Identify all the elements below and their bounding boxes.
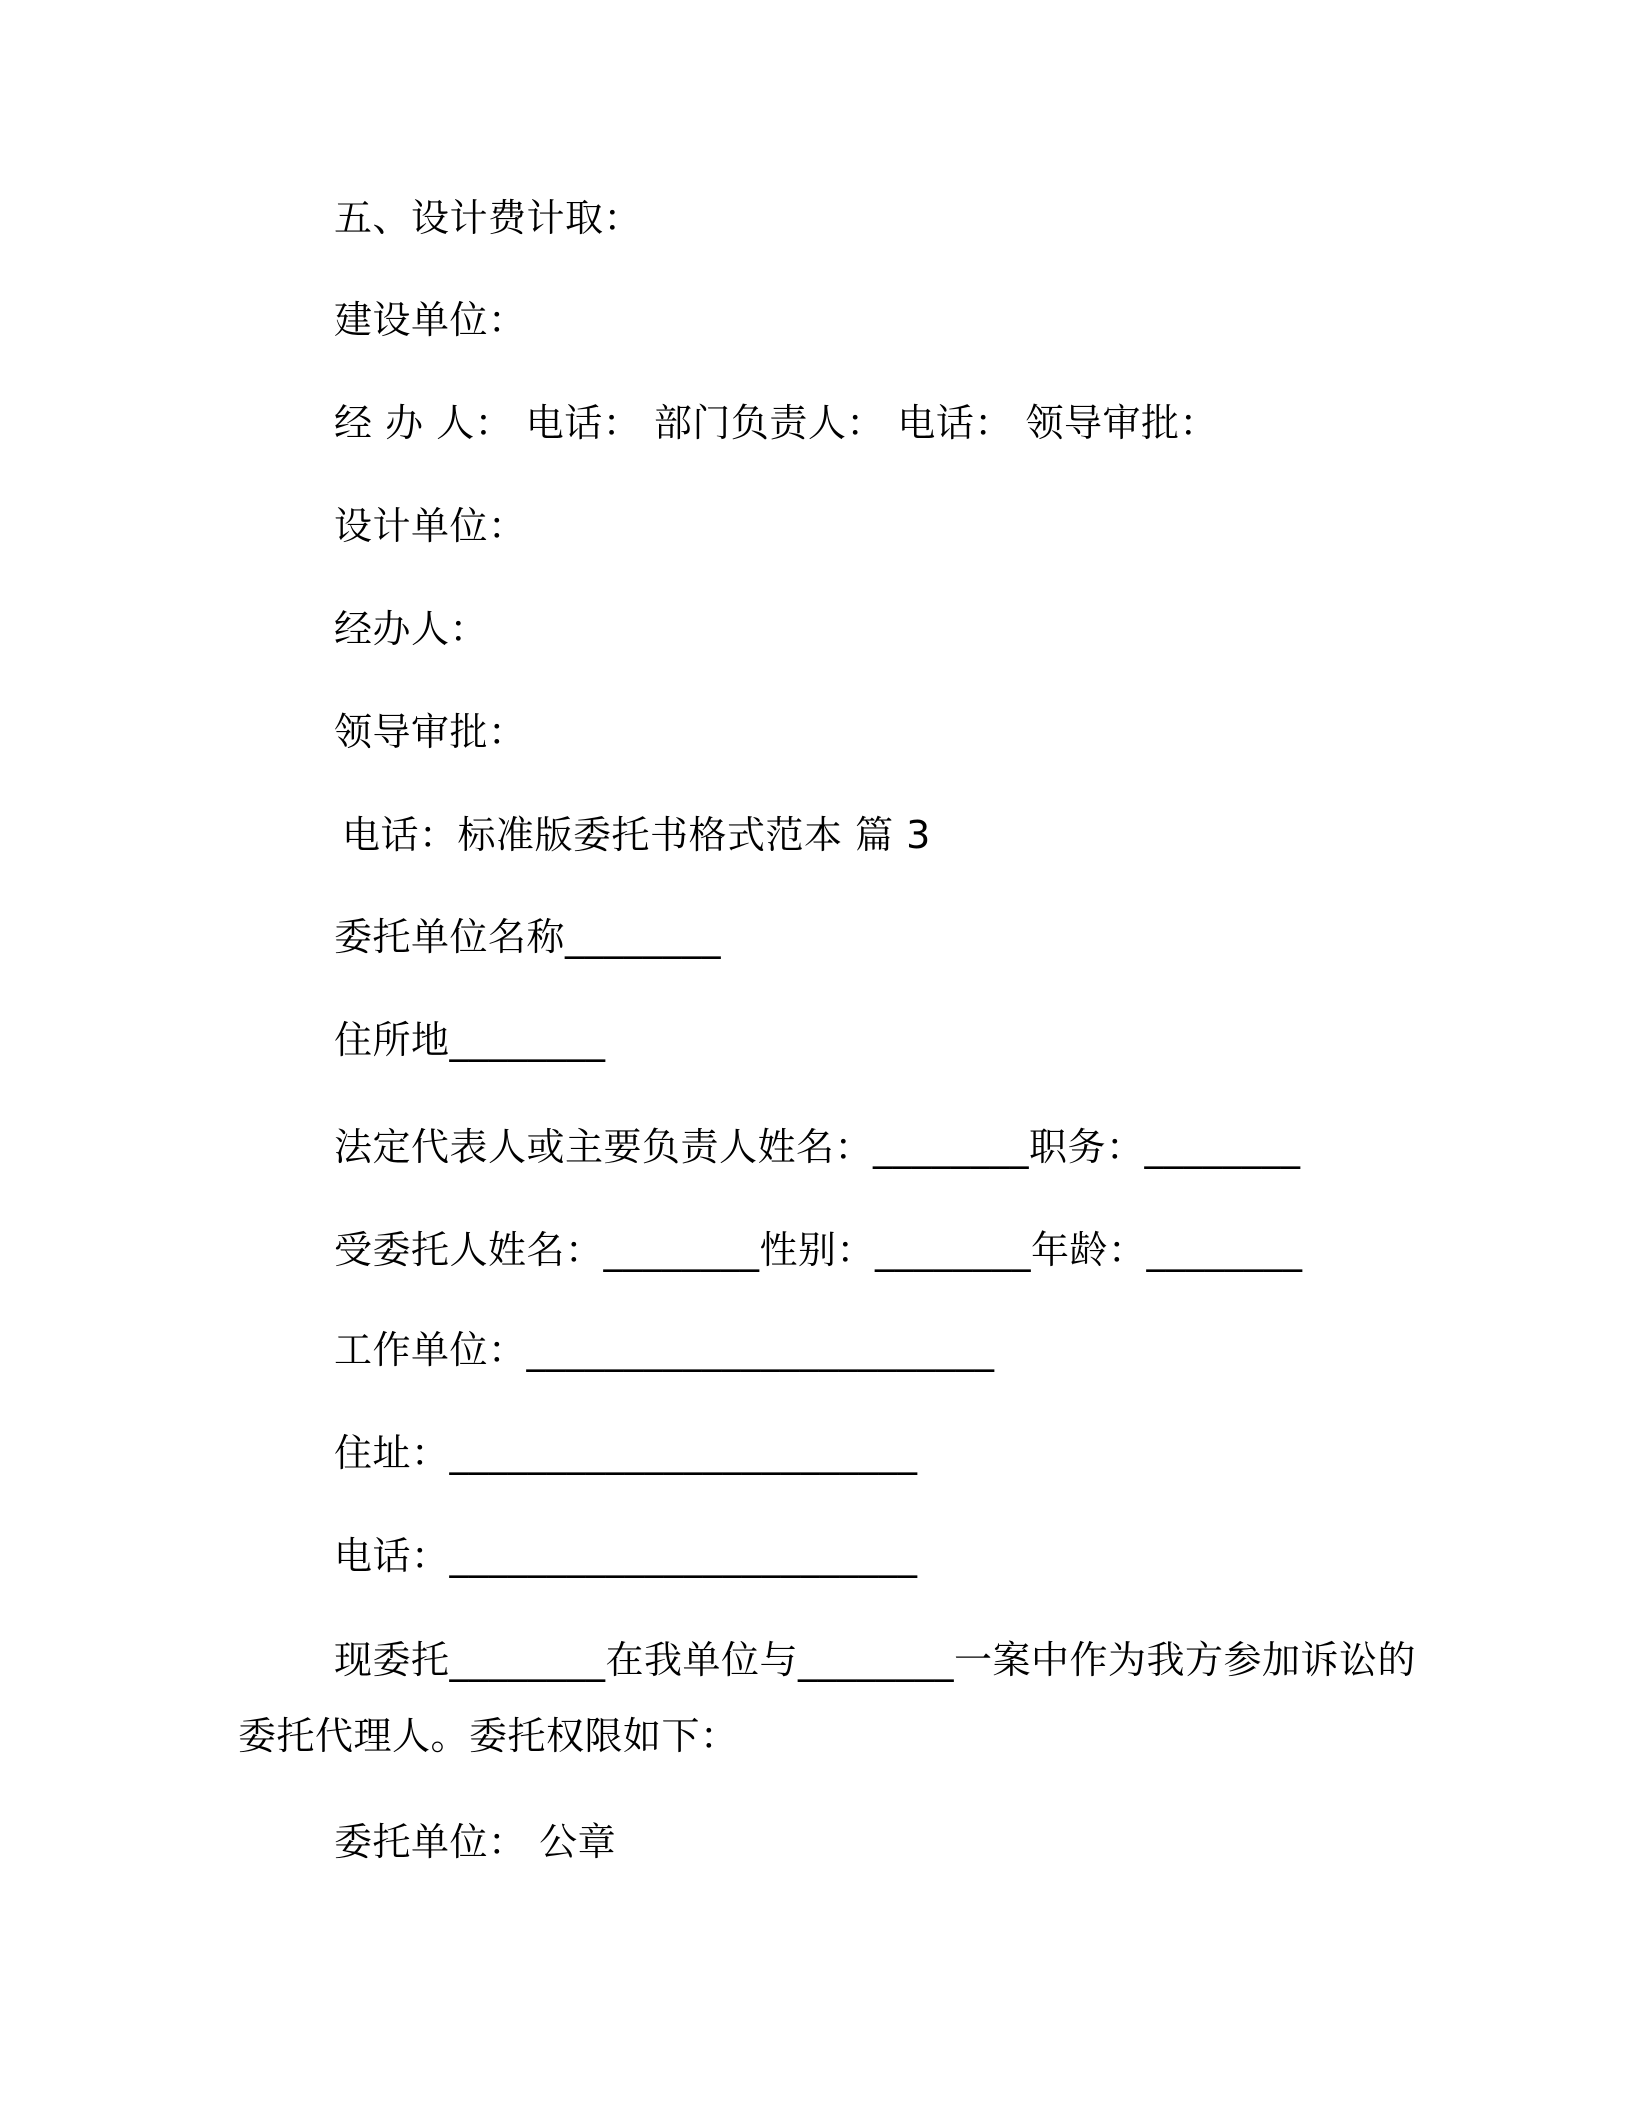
field-entrusting-unit-seal: 委托单位： 公章 [334,1820,617,1864]
field-signoff-row: 经 办 人： 电话： 部门负责人： 电话： 领导审批： [334,401,1218,445]
field-leader-approval: 领导审批： [334,710,527,754]
field-design-unit: 设计单位： [334,504,527,548]
paragraph-entrustment-continued: 委托代理人。委托权限如下： [238,1714,739,1758]
section-heading-design-fee: 五、设计费计取： [334,196,643,240]
field-handler: 经办人： [334,607,489,651]
field-phone: 电话：________________________ [334,1534,918,1578]
field-entrusting-unit-name: 委托单位名称________ [334,915,722,959]
field-trustee-info: 受委托人姓名：________性别：________年龄：________ [334,1228,1303,1272]
field-construction-unit: 建设单位： [334,298,527,342]
field-phone-and-title: 电话：标准版委托书格式范本 篇 3 [342,813,931,857]
field-legal-representative: 法定代表人或主要负责人姓名：________职务：________ [334,1125,1301,1169]
field-work-unit: 工作单位：________________________ [334,1328,995,1372]
paragraph-entrustment: 现委托________在我单位与________一案中作为我方参加诉讼的 [334,1638,1417,1682]
field-address: 住址：________________________ [334,1431,918,1475]
field-domicile: 住所地________ [334,1018,606,1062]
